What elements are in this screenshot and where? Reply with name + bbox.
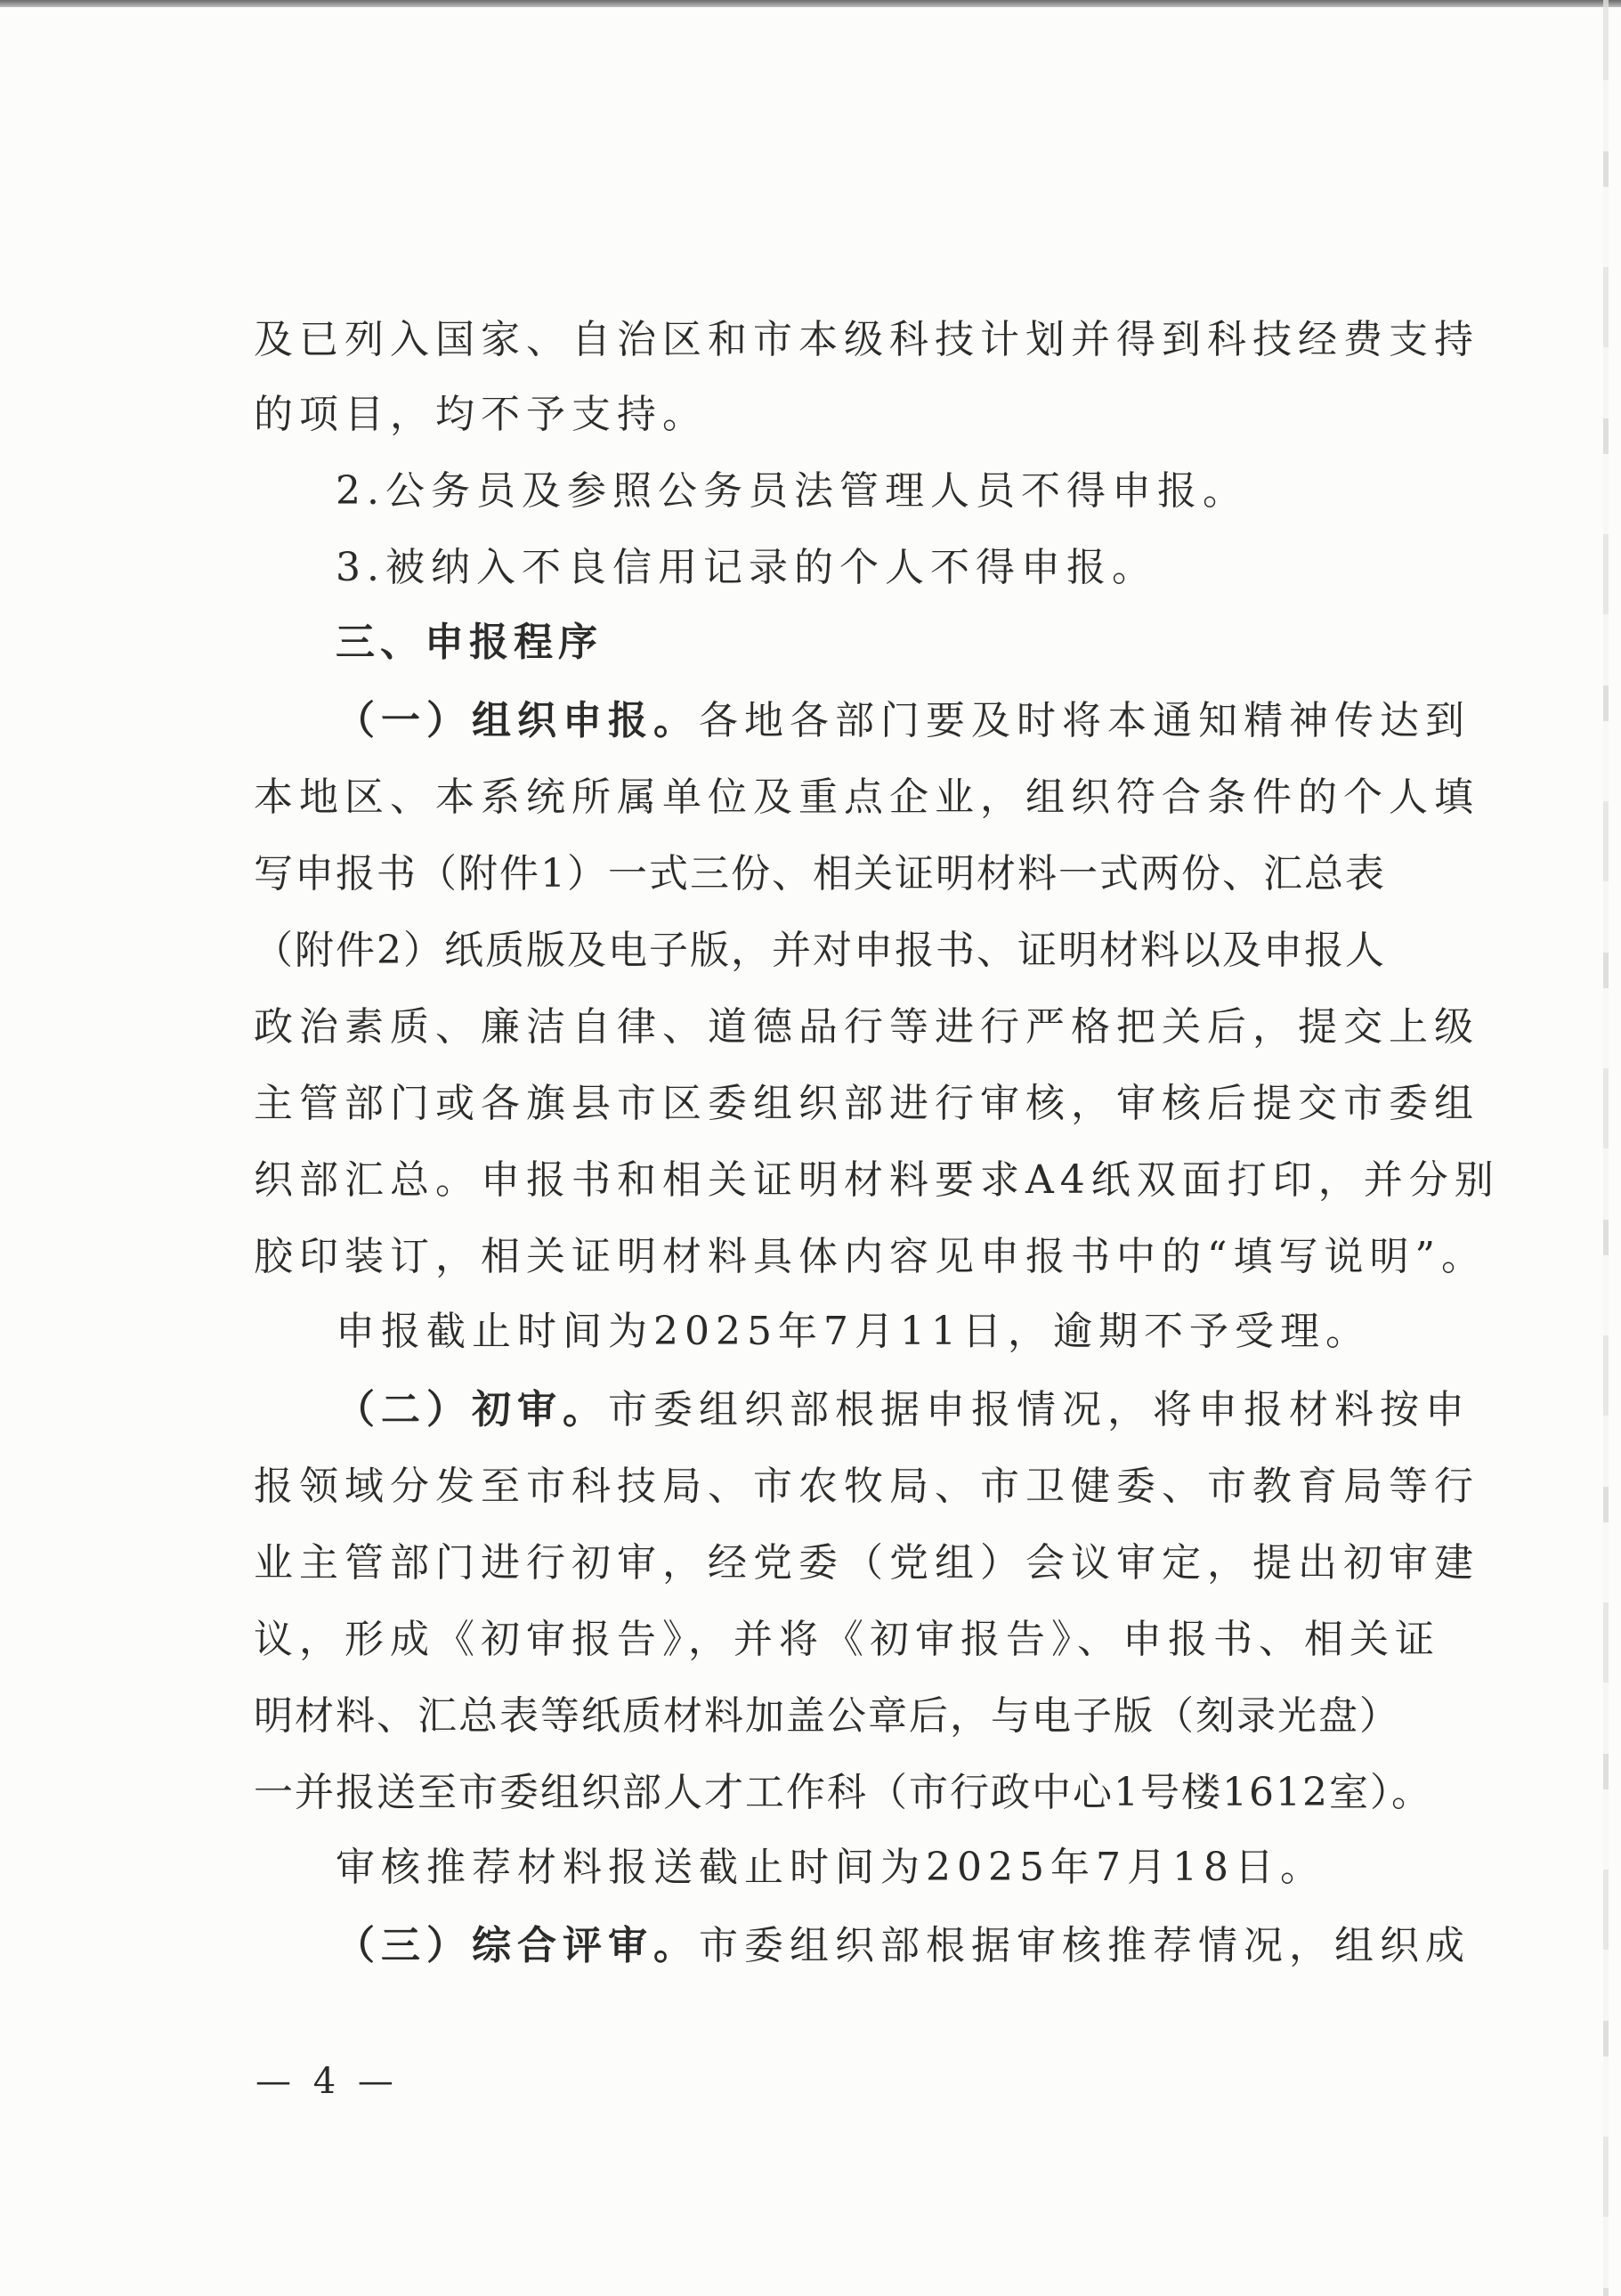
body-text: 市委组织部根据申报情况，将申报材料按申 bbox=[608, 1387, 1471, 1432]
body-line bbox=[254, 1383, 1471, 1437]
body-line bbox=[254, 694, 1471, 748]
body-line: （附件2）纸质版及电子版，并对申报书、证明材料以及申报人 bbox=[254, 928, 1386, 973]
body-line: 一并报送至市委组织部人才工作科（市行政中心1号楼1612室）。 bbox=[254, 1770, 1432, 1815]
body-text: 市委组织部根据审核推荐情况，组织成 bbox=[699, 1923, 1471, 1968]
body-line: 的项目，均不予支持。 bbox=[254, 392, 708, 437]
body-line: 3.被纳入不良信用记录的个人不得申报。 bbox=[336, 545, 1157, 590]
body-line bbox=[254, 1919, 1471, 1973]
body-line: 申报截止时间为2025年7月11日，逾期不予受理。 bbox=[336, 1309, 1371, 1354]
body-line: 2.公务员及参照公务员法管理人员不得申报。 bbox=[336, 468, 1248, 514]
body-line: 写申报书（附件1）一式三份、相关证明材料一式两份、汇总表 bbox=[254, 851, 1386, 896]
scan-right-edge bbox=[1603, 0, 1609, 2296]
body-line: 议，形成《初审报告》，并将《初审报告》、申报书、相关证 bbox=[254, 1617, 1440, 1662]
body-text: 各地各部门要及时将本通知精神传达到 bbox=[699, 698, 1471, 743]
section-heading: 三、申报程序 bbox=[336, 620, 603, 665]
body-line: 胶印装订，相关证明材料具体内容见申报书中的“填写说明”。 bbox=[254, 1234, 1487, 1279]
subsection-heading: （一）组织申报。 bbox=[336, 698, 699, 743]
body-line: 政治素质、廉洁自律、道德品行等进行严格把关后，提交上级 bbox=[254, 1004, 1479, 1050]
body-line: 主管部门或各旗县市区委组织部进行审核，审核后提交市委组 bbox=[254, 1081, 1479, 1126]
body-line: 审核推荐材料报送截止时间为2025年7月18日。 bbox=[336, 1845, 1325, 1890]
body-line: 报领域分发至市科技局、市农牧局、市卫健委、市教育局等行 bbox=[254, 1464, 1479, 1509]
body-line: 及已列入国家、自治区和市本级科技计划并得到科技经费支持 bbox=[254, 317, 1479, 362]
body-line: 明材料、汇总表等纸质材料加盖公章后，与电子版（刻录光盘） bbox=[254, 1693, 1400, 1739]
body-line: 业主管部门进行初审，经党委（党组）会议审定，提出初审建 bbox=[254, 1540, 1479, 1586]
scan-top-edge bbox=[0, 0, 1621, 7]
subsection-heading: （三）综合评审。 bbox=[336, 1923, 699, 1968]
subsection-heading: （二）初审。 bbox=[336, 1387, 608, 1432]
body-line: 本地区、本系统所属单位及重点企业，组织符合条件的个人填 bbox=[254, 775, 1479, 820]
body-line: 织部汇总。申报书和相关证明材料要求A4纸双面打印，并分别 bbox=[254, 1157, 1500, 1203]
page-number: — 4 — bbox=[255, 2061, 399, 2102]
